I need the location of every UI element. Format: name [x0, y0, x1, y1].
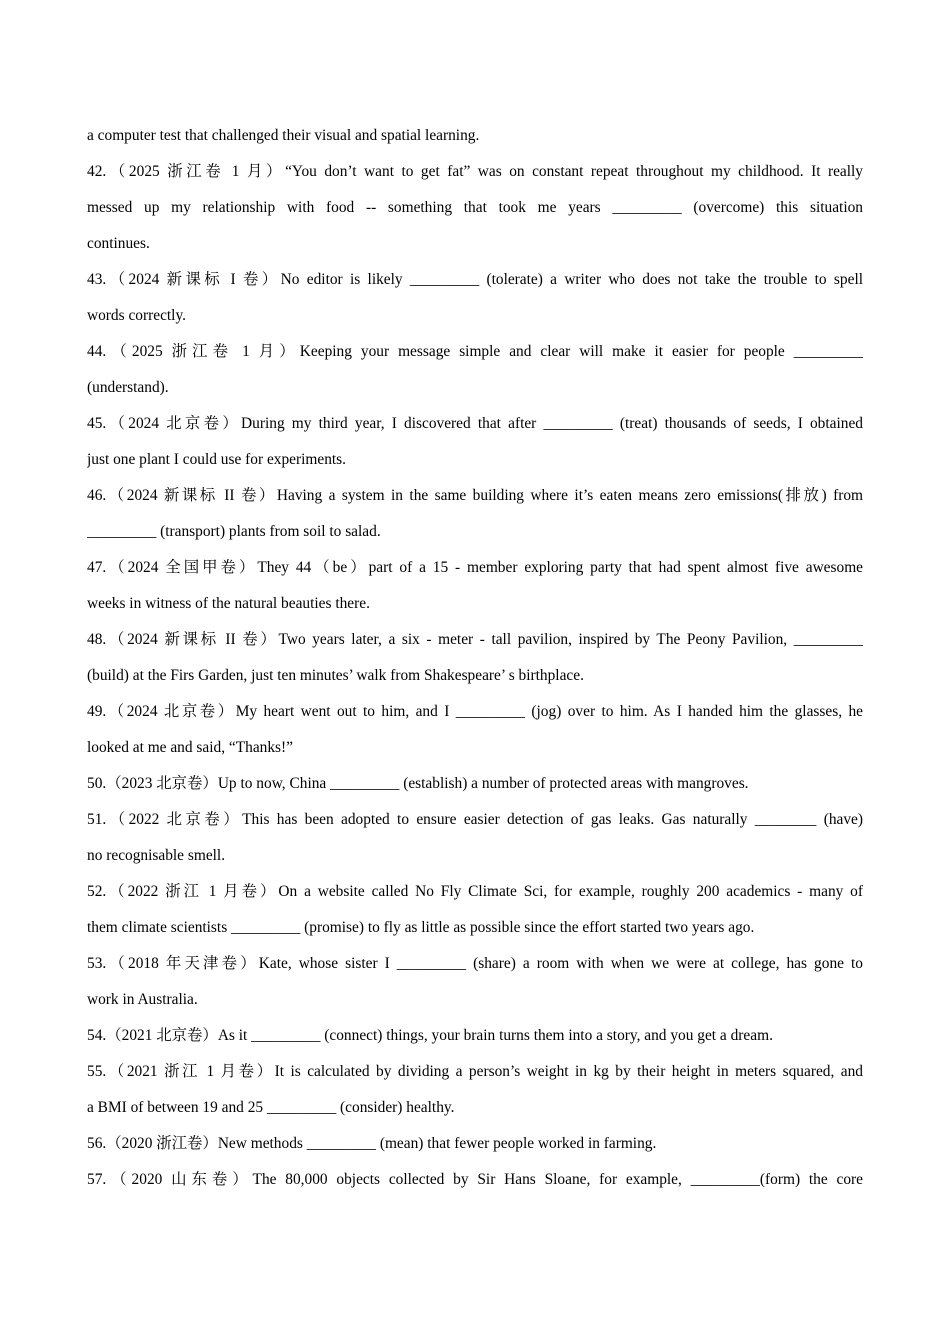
question-45-line-1: 45.（2024 北京卷）During my third year, I discovered that after _________ (treat) thousands of seeds, I obtained	[87, 415, 863, 432]
question-52-line-2: them climate scientists _________ (promise) to fly as little as possible since the effort started two years ago.	[87, 919, 755, 936]
question-52-line-1: 52.（2022 浙江 1 月卷）On a website called No Fly Climate Sci, for example, roughly 200 academics - many of	[87, 883, 863, 900]
question-55-line-2: a BMI of between 19 and 25 _________ (consider) healthy.	[87, 1099, 455, 1116]
question-47-line-1: 47.（2024 全国甲卷）They 44（be）part of a 15 - member exploring party that had spent almost five awesome	[87, 559, 863, 576]
question-53-line-2: work in Australia.	[87, 991, 198, 1008]
question-53-line-1: 53.（2018 年天津卷）Kate, whose sister I _________ (share) a room with when we were at college, has gone to	[87, 955, 863, 972]
question-47-line-2: weeks in witness of the natural beauties there.	[87, 595, 370, 612]
question-44-line-1: 44.（2025 浙江卷 1 月）Keeping your message simple and clear will make it easier for people _________	[87, 343, 863, 360]
question-56-line-1: 56.（2020 浙江卷）New methods _________ (mean) that fewer people worked in farming.	[87, 1135, 657, 1152]
question-54-line-1: 54.（2021 北京卷）As it _________ (connect) things, your brain turns them into a story, and you get a dream.	[87, 1027, 773, 1044]
question-51-line-1: 51.（2022 北京卷）This has been adopted to ensure easier detection of gas leaks. Gas naturally ________ (have)	[87, 811, 863, 828]
question-42-line-1: 42.（2025 浙江卷 1 月）“You don’t want to get fat” was on constant repeat throughout my childhood. It really	[87, 163, 863, 180]
question-42-line-3: continues.	[87, 235, 150, 252]
text-line: a computer test that challenged their visual and spatial learning.	[87, 127, 480, 144]
question-43-line-1: 43.（2024 新课标 I 卷）No editor is likely _________ (tolerate) a writer who does not take the trouble to spell	[87, 271, 863, 288]
question-48-line-1: 48.（2024 新课标 II 卷）Two years later, a six - meter - tall pavilion, inspired by The Peony Pavilion, _________	[87, 631, 863, 648]
question-45-line-2: just one plant I could use for experiments.	[87, 451, 347, 468]
question-46-line-2: _________ (transport) plants from soil to salad.	[87, 523, 381, 540]
question-43-line-2: words correctly.	[87, 307, 187, 324]
document-page	[87, 118, 863, 1198]
question-49-line-1: 49.（2024 北京卷）My heart went out to him, and I _________ (jog) over to him. As I handed him the glasses, he	[87, 703, 863, 720]
question-44-line-2: (understand).	[87, 379, 169, 396]
question-50-line-1: 50.（2023 北京卷）Up to now, China _________ (establish) a number of protected areas with mangroves.	[87, 775, 749, 792]
question-42-line-2: messed up my relationship with food -- something that took me years _________ (overcome) this situation	[87, 199, 863, 216]
question-57-line-1: 57.（2020 山东卷）The 80,000 objects collected by Sir Hans Sloane, for example, _________(form) the core	[87, 1171, 863, 1188]
question-49-line-2: looked at me and said, “Thanks!”	[87, 739, 293, 756]
question-51-line-2: no recognisable smell.	[87, 847, 226, 864]
question-48-line-2: (build) at the Firs Garden, just ten minutes’ walk from Shakespeare’ s birthplace.	[87, 667, 584, 684]
question-46-line-1: 46.（2024 新课标 II 卷）Having a system in the same building where it’s eaten means zero emissions(排放) from	[87, 487, 863, 504]
question-55-line-1: 55.（2021 浙江 1 月卷）It is calculated by dividing a person’s weight in kg by their height in meters squared, and	[87, 1063, 863, 1080]
